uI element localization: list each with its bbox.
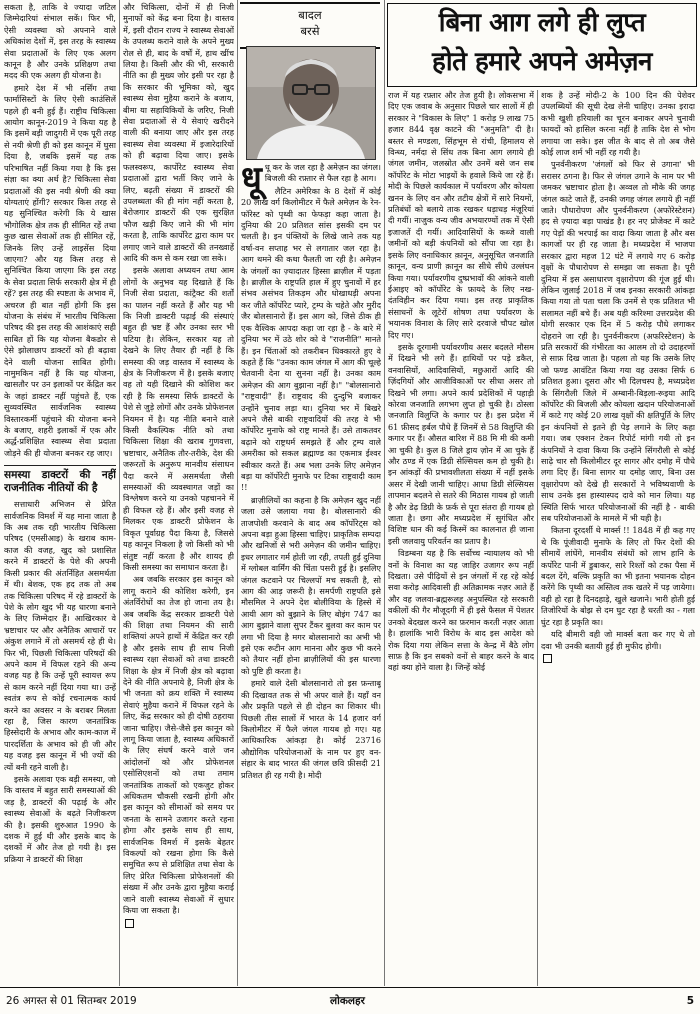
headline-line-2: होते हमारे अपने अमेज़न — [432, 47, 652, 77]
column-rule — [237, 0, 238, 986]
portrait-image — [247, 47, 375, 159]
end-mark-icon — [125, 919, 134, 928]
paragraph: सत्ताधारी अभिजन से प्रेरित सार्वजनिक विमर्श में यह माना जाता है कि अब तक रही भारतीय चिकित्सा परिषद (एमसीआइ) के खराब काम-काज की वजह, खुद को प्रशासित करने में डाक्टरों के पेशे की अपनी किसी प्रकार की अंतर्निहित असमर्थता में थी। बेशक, एक हद तक तो अब तक चिकित्सा परिषद में रहे डाक्टरों के पेशे के लोग खुद भी यह धारणा बनाने के लिए जिम्मेदार हैं। आखिरकार वे भ्रष्टाचार पर और अनैतिक आचारों पर अंकुश लगाने में तो असमर्थ रहे ही थे। फिर भी, पिछली चिकित्सा परिषदों की अपने काम में विफल रहने की अन्य वजह यह है कि उन्हें पूरी स्वायत्त रूप से काम करने नहीं दिया गया था। उन्हें स्वतंत्र रूप से कोई रचनात्मक कार्य करने का अवसर न के बराबर मिलता रहा है, जिस कारण जनतांत्रिक हिस्सेदारी के अभाव और काम-काज में पारदर्शिता के अभाव को ही जी और यह वजह इस कानून में भी ज्यों की त्यों बनी रहने वाली है। — [4, 499, 116, 772]
paragraph: विडम्बना यह है कि सर्वोच्च न्यायालय को भी वनों के विनाश का यह जाहिर उजागर रूप नहीं दिखता। उसे पीढ़ियों से इन जंगलों में रह रहे कोई सवा करोड़ आदिवासी ही अतिक्रामक नज़र आते हैं और वह जलवा-ब्रह्मरूलह अनुपस्थित रहे सरकारी वकीलों की गैर मौजूदगी में ही इसे फैसल में पेशतर उनको बेदखल करने का फ़रमान करती नज़र आता है। हालांकि भारी विरोध के बाद इस आदेश को रोक दिया गया लेकिन सत्ता के केन्द्र में बैठे लोग साफ़ है कि इन सबको वनों से बाहर करने के बाद वहां क्या होने वाला है। जिन्हें कोई — [388, 548, 534, 673]
paragraph: इसके दूरगामी पर्यावरणीय असर बदलते मौसम में दिखने भी लगे हैं। हाथियों पर पड़े डकैत, वनवासियों, आदिवासियों, मछुआरों आदि की ज़िंदगियों और आजीविकाओं पर सीधा असर तो दिखने भी लगा। अपने कार्य प्रदेशिकों में पहाड़ी कोरवा जनजाति लगभग लुप्त हो चुकी है। ठोस्ला जनजाति विलुप्ति के कगार पर है। इस प्रदेश में 61 फ़ीसद हर्बल पौधे हैं जिनमें से 58 विलुप्ति की कगार पर हैं। औसत बारिश में 88 मि मी की कमी आ चुकी है। कुल 8 जिले ड्राय ज़ोन में आ चुके हैं और ठण्ड में एक डिग्री सेल्सियस कम हो चुकी है। इन आंकड़ों की प्रभावशीलता संख्या में नहीं इसके असर में देखी जानी चाहिए। आधा डिग्री सेल्सियस तापमान बदलने से सतरे की मिठास गायब हो जाती है और डेढ़ डिग्री के फ़र्क से पूरा संतरा ही गायब हो जाता है। छगा और मध्यप्रदेश में सुगंधित और विशिष्ट धान की कई किस्में का कालनात ही जाना इसी जलवायु परिवर्तन का प्रताप है। — [388, 341, 534, 546]
paragraph: और चिकित्सा, दोनों में ही निजी मुनाफों को केंद्र बना दिया है। वास्तव में, इसी दौरान राज्य ने स्वास्थ्य सेवाओं के उपलब्ध कराने वाले के अपने मुख्य रोल से ही, बाद के वर्षों में, हाथ खींच लिया है। किसी और की भी, सरकारी नीति का ही मुख्य जोर इसी पर रहा है कि सरकार की भूमिका को, खुद स्वास्थ्य सेवा मुहैया कराने के बजाय, बीमा या सहायिकियों के जरिए, निजी सेवा प्रदाताओं से ये सेवाएं खरीदने वाली की बनाया जाए और इस तरह स्वास्थ्य सेवा व्यवस्था में इजारेदारियों को ही बढ़ावा दिया जाए। इसके फलस्वरूप, कार्पोरेट स्वास्थ्य सेवा प्रदाताओं द्वारा भर्ती किए जाने के लिए, बढ़ती संख्या में डाक्टरों की उपलब्धता की ही मांग नहीं करता है, बेरोजगार डाक्टरों की एक सुरक्षित फौज खड़ी किए जाने की भी मांग करता है, ताकि कार्पोरेट द्वारा काम पर लगाए जाने वाले डाक्टरों की तनख्वाहें आदि की कम से कम रखा जा सके। — [123, 2, 234, 263]
headline — [387, 3, 697, 87]
headline-line-1: बिना आग लगे ही लुप्त — [438, 8, 646, 38]
paragraph: पुनर्वनीकरण 'जंगलों को फिर से उगाना' भी सरासर ठगना है। फिर से जंगल उगाने के नाम पर भी जमकर भ्रष्टाचार होता है। अव्वल तो मौके की जगह जंगल काटे जाते हैं, उनकी जगह जंगल लगाये ही नहीं जाते। पौधारोपण और पुनर्वनीकरण (अफोरेस्टेशन) हद से ज़्यादा बड़ा पाखंड है। हर नए प्रोजेक्ट में काटे गए पेड़ों की भरपाई का वादा किया जाता है और बस कागजों पर ही रह जाता है। मध्यप्रदेश में भाजपा सरकार द्वारा महज 12 घंटे में लगाये गए 6 करोड़ वृक्षों के पौधारोपण से समझा जा सकता है। पूरी दुनिया में इस असाधारण वृक्षारोपण की गूंज हुई थी। लेकिन जुलाई 2018 में जब इनका सरकारी आंकड़ा किया गया तो पता चला कि उनमें से एक प्रतिशत भी सलामत नहीं बचे हैं। अब यही करिश्मा उत्तरप्रदेश की योगी सरकार एक दिन में 5 करोड़ पौधे लगाकर दोहराने जा रही है। पुनर्वनीकरण (अफरिस्टेशन) के प्रति सरकारों की गंभीरता का आलम तो दो उदाहरणों से साफ़ दिख जाता है। पहला तो यह कि उसके लिए जो फण्ड आवंटित किया गया वह उसका सिर्फ 6 प्रतिशत हुआ। दूसरा और भी दिलचस्प है, मध्यप्रदेश के सिंगरौली जिले में अम्बानी-बिड़ला-रूइया आदि कॉर्पोरेट की बिजली और कोयला खदान परियोजनाओं में काटे गए कोई 20 लाख वृक्षों की क्षतिपूर्ति के लिए इन कंपनियों से इतने ही पेड़ लगाने के लिए कहा गया। जब एक्शन टेकन रिपोर्ट मांगी गयी तो इन कंपनियों ने दावा किया कि उन्होंने सिंगरौली से कोई साढ़े चार सौ किलोमीटर दूर सागर और दमोह में पौधे लगा दिए हैं। बिना सागर या दमोह जाए, बिना उस वृक्षारोपण को देखे ही सरकारों ने भविष्यवाणी के साथ उनके इस हास्यास्पद दावे को मान लिया। यह स्थिति सिर्फ भारत परियोजनाओं की नहीं है - बाकी सब परियोजनाओं के मामले में भी यही है। — [541, 159, 695, 524]
end-mark-icon — [543, 654, 552, 663]
paragraph: इसके अलावा एक बड़ी समस्या, जो कि वास्तव में बहुत सारी समस्याओं की जड़ है, डाक्टरों की पढ़ाई के और स्वास्थ्य सेवाओं के बढ़ते निजीकरण की है। इसकी शुरुआत 1990 के दशक में हुई थी और इसके बाद के दशकों में और तेज हो गयी है। इस प्रक्रिया ने डाक्टरों की शिक्षा — [4, 774, 116, 864]
paragraph: इसके अलावा अध्ययन तथा आम लोगों के अनुभव यह दिखाते हैं कि निजी सेवा प्रदाता, कांट्रैक्ट की शर्तों का पालन नहीं करते हैं और यह भी कि निजी डाक्टरी पढ़ाई की संस्थाएं बहुत ही भ्रष्ट हैं और उनका स्तर भी घटिया है। लेकिन, सरकार यह तो देखने के लिए तैयार ही नहीं है कि समस्या की जड़ वास्तव में स्वास्थ्य के क्षेत्र के निजीकरण में है। इसके बजाए वह तो यही दिखाने की कोशिश कर रही है कि समस्या सिर्फ डाक्टरों के पेशे से जुड़े लोगों और उनके प्रोफेशनल नियमन में है। यह नीति बनाने वाले किसी वैकल्पिक नीति को तथा चिकित्सा शिक्षा की खराब गुणवत्ता, भ्रष्टाचार, अनैतिक तौर-तरीके, देश की जरूरतों के अनुरूप मानवीय संसाधन पैदा करने में असमर्थता जैसी समस्याओं की व्यवस्थागत जड़ों का विश्लेषण करने या उनको पहचानने में ही विफल रहे हैं। और इसी वजह से मिलकर एक डाक्टरी प्रोफेशन के विकृत पूर्वाग्रह पैदा किया है, जिससे यह कानून निकला है जो किसी को भी संतुष्ट नहीं करता है और शायद ही किसी समस्या का समाधान करता है। — [123, 265, 234, 572]
article-column-3 — [241, 162, 381, 984]
column-header — [240, 2, 380, 49]
paragraph: हमारे वाले देसी बोलसानारो तो इस फ़न्ताबू की दिखावत तक से भी अपर वाले हैं। यहाँ वन और प्रकृति पहले से ही दोहन का शिकार थी। पिछली तीस सालों में भारत के 14 हजार वर्ग किलोमीटर में फैले जंगल गायब हो गए। यह आधिकारिक आंकड़ा है। कोई 23716 औद्योगिक परियोजनाओं के नाम पर हुए वन-संहार के बाद भारत की जंगल छवि फ़ीसदी 21 प्रतिशत ही रह गयी है। मोदी — [241, 678, 381, 780]
article-column-5 — [541, 90, 695, 984]
paragraph: यदि बीमारी वही जो मार्क्स बता कर गए थे तो दवा भी उनकी बतायी हुई ही मुफीद होगी। — [541, 629, 695, 651]
article-column-4 — [388, 90, 534, 984]
publication-name: लोकलहर — [330, 995, 365, 1007]
paragraph: कितना दूरदर्शी थे मार्क्स !! 1848 में ही कह गए थे कि पूंजीवादी मुनाफे के लिए तो फिर देशों की सीमायें लांघेंगे, मानवीय संबंधों को लाभ हानि के कर्पोरेट पानी में डुबाकर, सारे रिश्तों को टका पैसा में बदल देंगे, बल्कि प्रकृति का भी इतना भयानक दोहन करेंगे कि पृथ्वी का अस्तित्व तक खतरे में पड़ जायेगा। वही हो रहा है दिनदहाड़े, खुले खजाने। भारी होती हुई तिजोरियों के बोझ से दम घुट रहा है धरती का - गला घुंट रहा है प्रकृति का। — [541, 525, 695, 627]
issue-date: 26 अगस्त से 01 सितम्बर 2019 — [6, 995, 137, 1007]
paragraph: अब जबकि सरकार इस कानून को लागू कराने की कोशिश करेगी, इन अंतर्विरोधों का तेज हो जाना तय है। अब जबकि केंद्र सरकार डाक्टरी पेशे की शिक्षा तथा नियमन की सारी शक्तियां अपने हाथों में केंद्रित कर रही है और इसके साथ ही साथ निजी स्वास्थ्य रक्षा सेवाओं को तथा डाक्टरी शिक्षा के क्षेत्र में निजी क्षेत्र को बढ़ावा देने की नीति अपनाये है, निजी क्षेत्र के भी जनता को क्रय शक्ति में स्वास्थ्य सेवाएं मुहैया कराने में विफल रहने के लिए, केंद्र सरकार को ही दोषी ठहराया जाना चाहिए। जैसे-जैसे इस कानून को लागू किया जाता है, स्वास्थ्य अधिकारों के लिए संघर्ष करने वाले जन आंदोलनों को और प्रोफेशनल एसोसिएशनों को तथा तमाम जनतांत्रिक ताकतों को एकजुट होकर अधिकतम चौकसी रखनी होगी और इस कानून को सीमाओं को समय पर जनता के सामने उजागर करते रहना होगा और इसके साथ ही साथ, सार्वजनिक विमर्श में इसके बेहतर विकल्पों को रखना होगा कि कैसे समुचित रूप से प्रशिक्षित तथा सेवा के लिए प्रेरित चिकित्सा प्रोफेशनलों की संख्या में और उनके द्वारा मुहैया कराई जाने वाली स्वास्थ्य सेवाओं में सुधार किया जा सकता है। — [123, 574, 234, 916]
subheading: समस्या डाक्टरों की नहीं राजनीतिक नीतियों की है — [4, 465, 116, 495]
paragraph: राज में यह रफ़्तार और तेज हुयी है। लोकसभा में दिए एक जवाब के अनुसार पिछले चार सालों में ही सरकार ने "विकास के लिए" 1 करोड़ 9 लाख 75 हजार 844 वृक्ष काटने की "अनुमति" दी है। बस्तर से मण्डला, सिंहभूम से रांची, हिमालय से विन्ध्य, नर्मदा से सिंध तक बिना आग लगाये ही जंगल जमीन, जलस्रोत और उनमें बसे जन सब कॉर्पोरेट के मोटा भाइयों के हवाले किये जा रहे हैं। मोदी के पिछले कार्यकाल में पर्यावरण और कोयला खनन के लिए वन और तटीय क्षेत्रों में सारे नियमों, प्रतिबंधों को बलाये ताक रखकर धड़ाधड़ मंज़ूरियां दी गयीं। नाजुक वन्य जीव अभयारण्यों तक में ऐसी इजाजतें दी गयीं। आदिवासियों के कब्जे वाली जमीनों को बड़ी कंपनियों को सौंपा जा रहा है। इसके लिए वनाधिकार क़ानून, अनुसूचित जनजाति क़ानून, वन्य प्राणी क़ानून का सीधे सीधे उल्लंघन किया गया। पर्यावरणीय दुष्प्रभावों की आंकने वाली ईआइए को कॉर्पोरेट के फ़ायदे के लिए नख-दंतविहीन कर दिया गया। इस तरह प्राकृतिक संसाधनों के लूटेरों शोषण तथा पर्यावरण के भयानक विनाश के लिए सारे दरवाजे चौपट खोल दिए गए। — [388, 90, 534, 340]
paragraph: धू कर के जल रहा है अमेज़न का जंगल। बिजली की रफ़्तार से फैल रहा है आग। — [264, 162, 381, 184]
column-rule — [119, 0, 120, 986]
column-title: बादल — [298, 8, 322, 22]
paragraph: शक है उन्हें मोदी-2 के 100 दिन की पेशेवर उपलब्धियों की सूची देख लेनी चाहिए। उनका इरादा कभी खुशी हरियाली का चूरन बनाकर अपने चुनावी फायदों को हासिल करना नहीं है ताकि देश से भोग लगाया जा सके। इस जीत के बाद से तो अब जैसे कोई लाज शर्म भी नहीं रह गयी है। — [541, 90, 695, 158]
paragraph: लैटिन अमेरिका के 8 देशों में कोई 20 लाख वर्ग किलोमीटर में फैले अमेज़न के रेन-फॉरेस्ट को पृथ्वी का फेफड़ा कहा जाता है। दुनिया की 20 प्रतिशत सांस इसकी दम पर चलती है। इन पंक्तियों के लिखे जाने तक यह वर्षा-वन सप्ताह भर से लगातार जल रहा है। आग थमने की कथा फैलती जा रही है। अमेज़न के जंगलों का ज़्यादातर हिस्सा ब्राज़ील में पड़ता है। ब्राज़ील के राष्ट्रपति हाल में हुए चुनावों में हर संभव असंभव तिकड़म और धोखाधड़ी अपना कर जीते कॉर्पोरेट प्यारे, ट्रम्प के चहेते और मुरीद जैर बोलसानारो हैं। इस आग को, जिसे ठीक ही एक वैश्विक आपदा कहा जा रहा है - के बारे में दुनिया भर में उठे शोर को वे "राजनीति" मानते हैं। इन चिंताओं को तकरीबन धिक्कारते हुए वे कहते हैं कि "उनका काम जंगल में आग की चूल्हे चेतवानी देना या सुनना नहीं है। उनका काम अमेज़न की आग बुझाना नहीं है।" "बोलसानारो "राष्ट्रवादी" हैं। राष्ट्रवाद की दुन्दुभि बजाकर उन्होंने चुनाव लड़ा था। दुनिया भर में बिखरे अपने जैसे बाकी राष्ट्रवादियों की तरह वे भी कॉर्पोरेट मुनाफे को राष्ट्र मानते हैं। उसे ताकतवर बढ़ाने को राष्ट्रधर्म समझते हैं और ट्रम्प वाले अमरीका को सकल ब्रह्माण्ड का एकमात्र ईश्वर स्वीकार करते हैं। अब भला उनके लिए अमेज़न बड़ा या कॉर्पोरेटी मुनाफे पर टिका राष्ट्रवादी काम !! — [241, 185, 381, 493]
paragraph: हमारे देश में भी नर्सिंग तथा फार्मासिस्टों के लिए ऐसी काउंसिलें पहले ही बनी हुई हैं। राष्ट्रीय चिकित्सा आयोग कानून-2019 ने किया यह है कि इसमें बड़ी जादुगरी में एक पूरी तरह से नयी श्रेणी ही को इस कानून में घुसा दिया है, जबकि इसमें यह तक परिभाषित नहीं किया गया है कि इस संज्ञा का क्या अर्थ है? चिकित्सा सेवा प्रदाताओं की इस नयी श्रेणी की क्या योग्यताएं होंगी? सरकार किस तरह से यह सुनिश्चित करेगी कि ये खास भौगोलिक क्षेत्र तक ही सीमित रहें तथा कुछ खास सेवाओं तक ही सीमित रहें, जिनके लिए उन्हें लाइसेंस दिया जाएगा? और यह किस तरह से सुनिश्चित किया जाएगा कि इस तरह के सेवा प्रदाता सिर्फ सरकारी क्षेत्र में ही रहें? इस तरह की स्पष्टता के अभाव में, अचरज ही बात नहीं होगी कि इस योजना के संबंध में भारतीय चिकित्सा परिषद की इस तरह की आशंकाएं सही साबित हों कि यह योजना बैकडोर से ऐसे झोलाछाप डाक्टरों को ही बढ़ावा देने वाली योजना साबित होगी। नामुमकिन नहीं है कि यह योजना, खासतौर पर उन इलाकों पर केंद्रित कर के जहां डाक्टर नहीं पहुंचते हैं, एक सुव्यवस्थित सार्वजनिक स्वास्थ्य विस्तारकर्मी पहुंचाने की योजना बनने के बजाए, शहरी इलाकों में एक और अर्द्ध-प्रशिक्षित स्वास्थ्य सेवा प्रदाता जोड़ने की ही योजना बनकर रह जाए। — [4, 82, 116, 458]
article-column-2 — [123, 2, 234, 984]
page-footer — [0, 987, 700, 1014]
article-column-1 — [4, 2, 116, 984]
column-subtitle: बरसे — [300, 24, 320, 38]
author-portrait — [246, 46, 376, 160]
column-rule — [384, 0, 385, 986]
paragraph: ब्राज़ीलियों का कहना है कि अमेज़न खुद नहीं जला उसे जलाया गया है। बोलसानारो की ताजपोशी करवाने के बाद अब कॉर्पोरेट्स को अपना बड़ा हुआ हिस्सा चाहिए। प्राकृतिक सम्पदा और खनिजों से भरी अमेज़न की जमीन चाहिए। इधर लगातार गर्म होती जा रही, तपती हुई दुनिया में ग्लोबल वार्मिंग की चिंता पसरी हुई है। इसलिए जंगल कटवाने पर चिल्लपों मच सकती है, सो आग की आड़ जरूरी है। समर्पणी राष्ट्रपति इसे मौसमिल ने अपने देश बोलीविया के हिस्से में आयी आग को बुझाने के लिए बोइंग 747 का आग बुझाने वाला सुपर टैंकर बुलवा कर काम पर लगा भी दिया है मगर बोलसानारो का अभी भी इसे एक रूटीन आग मानना और कुछ भी करने को तैयार नहीं होना ब्राज़ीलियों की इस धारणा को पुष्टि ही करता है। — [241, 494, 381, 676]
column-rule — [537, 90, 538, 986]
drop-cap: धू — [241, 162, 262, 199]
page-number: 5 — [686, 995, 694, 1007]
paragraph: सकता है, ताकि वे ज्यादा जटिल जिम्मेदारियां संभाल सकें। फिर भी, ऐसी व्यवस्था को अपनाने वाले अधिकांश देशों में, इस तरह के स्वास्थ्य सेवा प्रदाताओं के लिए एक अलग कानून है और उनके प्रशिक्षण तथा मदद की एक अलग ही योजना है। — [4, 2, 116, 81]
